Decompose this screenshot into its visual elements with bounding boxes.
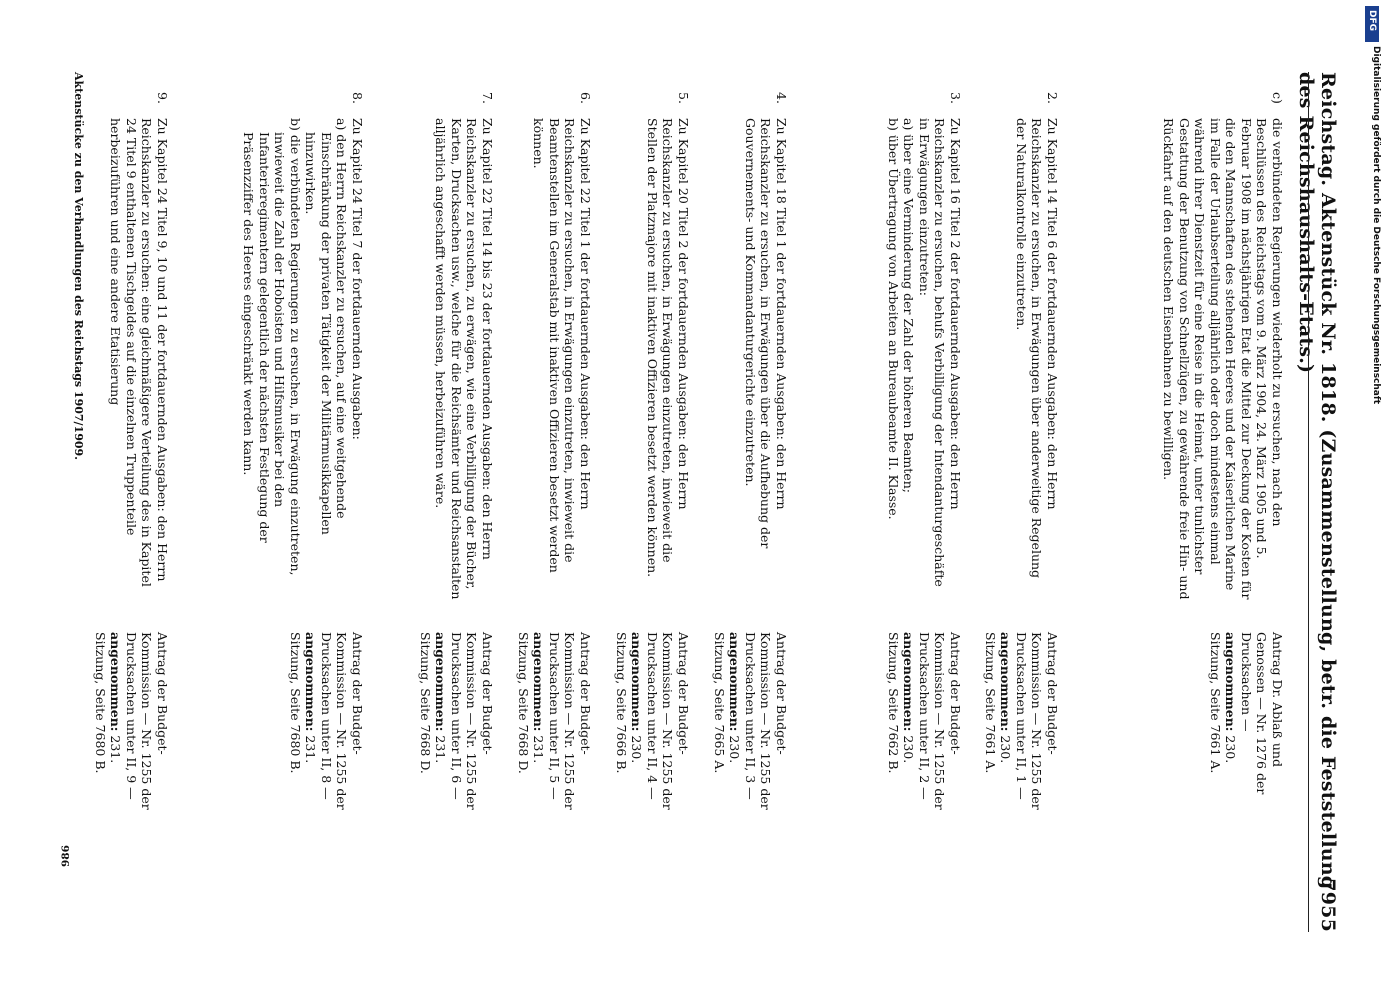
list-item [886, 92, 964, 602]
motion-text: Antrag der Budget-Kommission — Nr. 1255 der Drucksachen unter II, 4 — [645, 632, 691, 810]
motion-entry [1208, 632, 1286, 812]
item-number: 5. [676, 92, 691, 104]
motion-text: Antrag der Budget-Kommission — Nr. 1255 der Drucksachen unter II, 8 — [319, 632, 365, 810]
motion-status: angenommen: [727, 632, 743, 732]
item-number: 9. [155, 92, 170, 104]
motion-entry [288, 632, 366, 812]
item-number: 7. [480, 92, 495, 104]
motion-reference: 230. Sitzung, Seite 7661 A. [1208, 632, 1239, 774]
item-text: Zu Kapitel 22 Titel 14 bis 23 der fortdauernden Ausgaben: den Herrn Reichskanzler zu ersuchen, zu erwägen, wie eine Verbilligung der Bücher, Karten, Drucksachen usw., welche für die Reichsämter und Reichsanstalten alljährlich angeschafft werden müssen, herbeizuführen wäre. [433, 118, 495, 600]
motion-text: Antrag der Budget-Kommission — Nr. 1255 der Drucksachen unter II, 5 — [547, 632, 593, 810]
motion-text: Antrag der Budget-Kommission — Nr. 1255 der Drucksachen unter II, 2 — [917, 632, 963, 810]
motion-entry [712, 632, 790, 812]
motion-reference: 231. Sitzung, Seite 7668 D. [418, 632, 449, 774]
motion-reference: 230. Sitzung, Seite 7666 B. [614, 632, 645, 774]
motion-entry [93, 632, 171, 812]
list-item [433, 92, 495, 602]
item-text: Zu Kapitel 14 Titel 6 der fortdauernden Ausgaben: den Herrn Reichskanzler zu ersuchen, in Erwägungen über anderweitige Regelung der Naturalkontrolle einzutreten. [1014, 118, 1060, 579]
item-number: 6. [578, 92, 593, 104]
motion-text: Antrag der Budget-Kommission — Nr. 1255 der Drucksachen unter II, 3 — [743, 632, 789, 810]
item-text: Zu Kapitel 22 Titel 1 der fortdauernden Ausgaben: den Herrn Reichskanzler zu ersuchen, in Erwägungen einzutreten, inwieweit die Beamtenstellen im Generalstab mit inaktiven Offizieren besetzt werden können. [531, 118, 593, 573]
item-number: 3. [948, 92, 963, 104]
list-item [743, 92, 790, 602]
motion-reference: 231. Sitzung, Seite 7668 D. [516, 632, 547, 774]
motion-status: angenommen: [531, 632, 547, 732]
item-number: 8. [350, 92, 365, 104]
motion-text: Antrag der Budget-Kommission — Nr. 1255 der Drucksachen unter II, 6 — [449, 632, 495, 810]
item-text: Zu Kapitel 24 Titel 9, 10 und 11 der fortdauernden Ausgaben: den Herrn Reichskanzler zu ersuchen: eine gleichmäßigere Verteilung des in Kapitel 24 Titel 9 enthaltenen Tischgeldes auf die einzelnen Truppenteile herbeizuführen und eine andere Etatisierung [108, 118, 170, 587]
item-number: c) [1270, 92, 1285, 104]
header-title: Reichstag. Aktenstück Nr. 1818. (Zusammenstellung, betr. die Feststellung des Reichshaushalts-Etats.) [1295, 72, 1339, 890]
motion-reference: 231. Sitzung, Seite 7680 B. [288, 632, 319, 774]
motion-status: angenommen: [1223, 632, 1239, 732]
motion-text: Antrag der Budget-Kommission — Nr. 1255 der Drucksachen unter II, 1 — [1014, 632, 1060, 810]
motion-reference: 230. Sitzung, Seite 7662 B. [886, 632, 917, 774]
sheet-number: 986 [60, 845, 72, 867]
item-sub: a) den Herrn Reichskanzler zu ersuchen, auf eine weitgehende Einschränkung der privaten Tätigkeit der Militärmusikkapellen hinzuwirken. [303, 118, 350, 535]
item-number: 2. [1045, 92, 1060, 104]
list-item [1161, 92, 1285, 602]
footer-text: Aktenstücke zu den Verhandlungen des Reichstags 1907/1909. [72, 72, 85, 460]
page-number: 7955 [1317, 878, 1339, 932]
item-text: Zu Kapitel 18 Titel 1 der fortdauernden Ausgaben: den Herrn Reichskanzler zu ersuchen, in Erwägungen über die Aufhebung der Gouvernements- und Kommandanturgerichte einzutreten. [743, 118, 789, 549]
item-body [886, 118, 964, 602]
motion-status: angenommen: [433, 632, 449, 732]
list-item [1014, 92, 1061, 602]
digitization-note: Digitalisierung gefördert durch die Deutsche Forschungsgemeinschaft [1371, 46, 1381, 405]
list-item [108, 92, 170, 602]
page-content [55, 12, 1345, 972]
motion-text: Antrag der Budget-Kommission — Nr. 1255 der Drucksachen unter II, 9 — [124, 632, 170, 810]
motion-reference: 230. Sitzung, Seite 7661 A. [983, 632, 1014, 774]
page-header [1295, 72, 1345, 932]
motion-entry [418, 632, 496, 812]
item-text: Zu Kapitel 24 Titel 7 der fortdauernden Ausgaben: [350, 118, 365, 440]
header-rule [1308, 72, 1309, 932]
motion-reference: 230. Sitzung, Seite 7665 A. [712, 632, 743, 774]
item-text: Zu Kapitel 20 Titel 2 der fortdauernden Ausgaben: den Herrn Reichskanzler zu ersuchen, in Erwägungen einzutreten, inwieweit die Stellen der Platzmajore mit inaktiven Offizieren besetzt werden können. [645, 118, 691, 578]
motion-reference: 231. Sitzung, Seite 7680 B. [93, 632, 124, 774]
dfg-logo: DFG [1365, 6, 1379, 42]
list-item [645, 92, 692, 602]
item-text: die verbündeten Regierungen wiederholt zu ersuchen, nach den Beschlüssen des Reichstags vom 9. März 1904, 24. März 1905 und 5. Februar 1908 im nächstjährigen Etat die Mittel zur Deckung der Kosten für die den Mannschaften des stehenden Heeres und der Kaiserlichen Marine im Falle der Urlaubserteilung alljährlich oder doch mindestens einmal während ihrer Dienstzeit für eine Reise in die Heimat, unter tunlichster Gestattung der Benutzung von Schnellzügen, zu gewährende freie Hin- und Rückfahrt auf den deutschen Eisenbahnen zu bewilligen. [1161, 118, 1285, 600]
motion-status: angenommen: [629, 632, 645, 732]
motion-status: angenommen: [998, 632, 1014, 732]
motion-entry [614, 632, 692, 812]
motion-entry [983, 632, 1061, 812]
list-item [531, 92, 593, 602]
item-sub: b) die verbündeten Regierungen zu ersuchen, in Erwägung einzutreten, inwieweit die Zahl der Hoboisten und Hilfsmusiker bei den Infanterieregimentern gelegentlich der nächsten Festlegung der Präsenzziffer des Heeres eingeschränkt werden kann. [241, 118, 303, 576]
motion-text: Antrag Dr. Ablaß und Genossen — Nr. 1276 der Drucksachen — [1239, 632, 1285, 795]
motion-status: angenommen: [901, 632, 917, 732]
list-item [241, 92, 365, 602]
item-body [241, 118, 365, 602]
item-text: Zu Kapitel 16 Titel 2 der fortdauernden Ausgaben: den Herrn Reichskanzler zu ersuchen, behufs Verbilligung der Intendanturgeschäfte in Erwägungen einzutreten: [917, 118, 963, 587]
motion-entry [516, 632, 594, 812]
item-number: 4. [774, 92, 789, 104]
item-sub: b) über Übertragung von Arbeiten an Bureaubeamte II. Klasse. [886, 118, 901, 520]
motion-entry [886, 632, 964, 812]
motion-status: angenommen: [303, 632, 319, 732]
motion-status: angenommen: [108, 632, 124, 732]
item-sub: a) über eine Verminderung der Zahl der höheren Beamten; [901, 118, 917, 493]
